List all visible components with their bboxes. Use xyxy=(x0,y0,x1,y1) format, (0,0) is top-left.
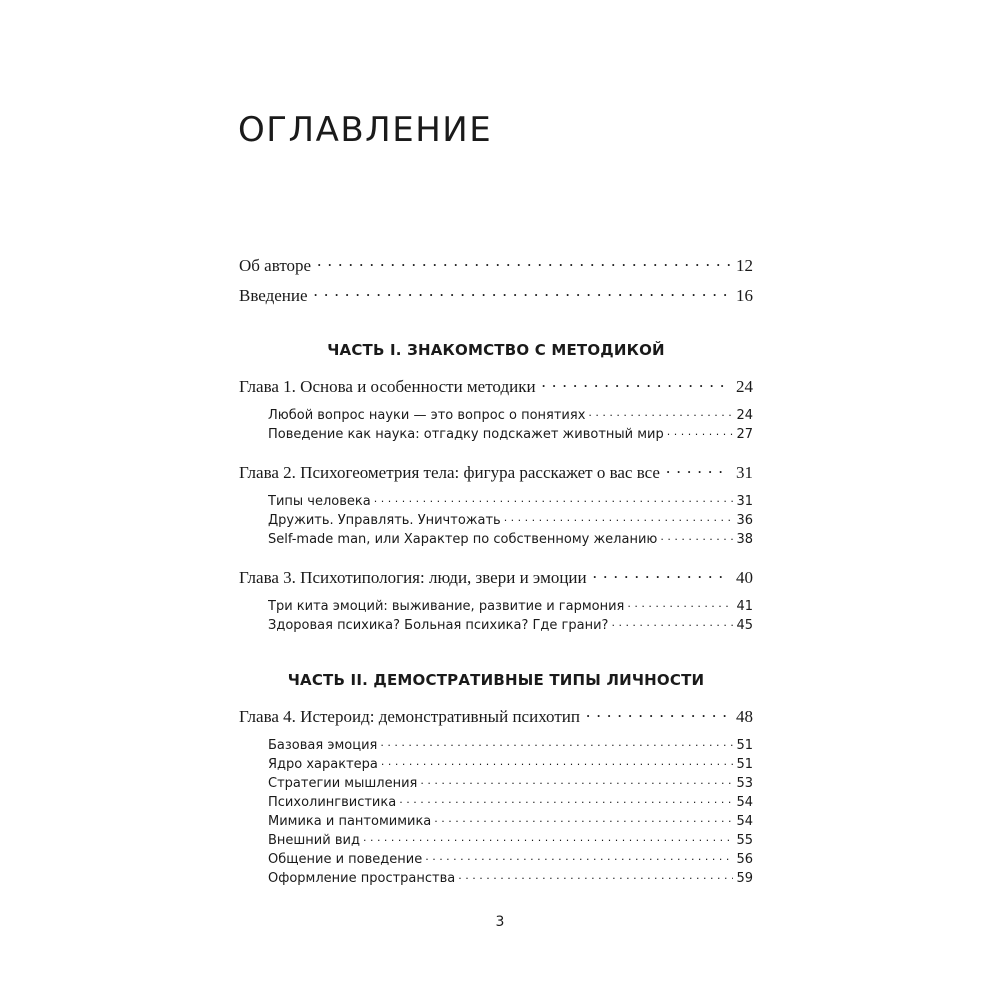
toc-chapter-1[interactable] xyxy=(239,375,753,397)
entry-page: 45 xyxy=(736,618,753,633)
entry-page: 24 xyxy=(736,408,753,423)
entry-label: Поведение как наука: отгадку подскажет животный мир xyxy=(268,427,664,442)
toc-section[interactable] xyxy=(268,755,753,773)
toc-chapter-2[interactable] xyxy=(239,461,753,483)
entry-label: Психолингвистика xyxy=(268,795,397,810)
entry-label: Здоровая психика? Больная психика? Где грани? xyxy=(268,618,609,633)
entry-label: Глава 1. Основа и особенности методики xyxy=(239,377,536,396)
entry-label: Мимика и пантомимика xyxy=(268,814,432,829)
entry-label: Введение xyxy=(239,286,308,305)
entry-label: Дружить. Управлять. Уничтожать xyxy=(268,513,501,528)
entry-page: 51 xyxy=(736,738,753,753)
toc-section[interactable] xyxy=(268,736,753,754)
entry-label: Общение и поведение xyxy=(268,852,423,867)
entry-page: 24 xyxy=(736,377,753,396)
dot-leader xyxy=(425,850,733,863)
entry-label: Глава 4. Истероид: демонстративный психотип xyxy=(239,707,580,726)
toc-entry-introduction[interactable] xyxy=(239,284,753,306)
dot-leader xyxy=(314,284,730,301)
dot-leader xyxy=(363,831,734,844)
dot-leader xyxy=(542,375,730,392)
entry-page: 36 xyxy=(736,513,753,528)
toc-section[interactable] xyxy=(268,812,753,830)
toc-section[interactable] xyxy=(268,511,753,529)
entry-page: 27 xyxy=(736,427,753,442)
toc-section[interactable] xyxy=(268,616,753,634)
page-title: ОГЛАВЛЕНИЕ xyxy=(238,110,493,150)
dot-leader xyxy=(667,425,734,438)
page-number: 3 xyxy=(495,914,505,930)
toc-section[interactable] xyxy=(268,869,753,887)
toc-section[interactable] xyxy=(268,793,753,811)
entry-label: Стратегии мышления xyxy=(268,776,418,791)
entry-page: 56 xyxy=(736,852,753,867)
toc-section[interactable] xyxy=(268,492,753,510)
entry-page: 48 xyxy=(736,707,753,726)
entry-label: Глава 3. Психотипология: люди, звери и эмоции xyxy=(239,568,587,587)
entry-label: Self-made man, или Характер по собственному желанию xyxy=(268,532,658,547)
entry-page: 31 xyxy=(736,463,753,482)
entry-label: Три кита эмоций: выживание, развитие и гармония xyxy=(268,599,625,614)
entry-page: 40 xyxy=(736,568,753,587)
dot-leader xyxy=(593,566,730,583)
entry-label: Типы человека xyxy=(268,494,371,509)
dot-leader xyxy=(317,254,730,271)
toc-section[interactable] xyxy=(268,774,753,792)
entry-label: Ядро характера xyxy=(268,757,378,772)
entry-label: Базовая эмоция xyxy=(268,738,378,753)
toc-chapter-4[interactable] xyxy=(239,705,753,727)
entry-label: Оформление пространства xyxy=(268,871,456,886)
dot-leader xyxy=(660,530,733,543)
toc-section[interactable] xyxy=(268,530,753,548)
entry-page: 38 xyxy=(736,532,753,547)
dot-leader xyxy=(399,793,733,806)
toc-chapter-3[interactable] xyxy=(239,566,753,588)
entry-page: 55 xyxy=(736,833,753,848)
entry-page: 54 xyxy=(736,814,753,829)
dot-leader xyxy=(588,406,733,419)
entry-page: 59 xyxy=(736,871,753,886)
entry-page: 54 xyxy=(736,795,753,810)
toc-section[interactable] xyxy=(268,425,753,443)
entry-page: 51 xyxy=(736,757,753,772)
dot-leader xyxy=(374,492,734,505)
part-heading-2: ЧАСТЬ II. ДЕМОСТРАТИВНЫЕ ТИПЫ ЛИЧНОСТИ xyxy=(287,671,705,689)
entry-page: 12 xyxy=(736,256,753,275)
dot-leader xyxy=(458,869,733,882)
dot-leader xyxy=(586,705,730,722)
toc-entry-about-author[interactable] xyxy=(239,254,753,276)
dot-leader xyxy=(611,616,733,629)
dot-leader xyxy=(627,597,733,610)
entry-page: 16 xyxy=(736,286,753,305)
entry-label: Глава 2. Психогеометрия тела: фигура расскажет о вас все xyxy=(239,463,660,482)
toc-section[interactable] xyxy=(268,831,753,849)
toc-section[interactable] xyxy=(268,850,753,868)
dot-leader xyxy=(504,511,734,524)
entry-page: 53 xyxy=(736,776,753,791)
dot-leader xyxy=(434,812,733,825)
entry-label: Любой вопрос науки — это вопрос о понятиях xyxy=(268,408,586,423)
entry-page: 41 xyxy=(736,599,753,614)
part-heading-1: ЧАСТЬ I. ЗНАКОМСТВО С МЕТОДИКОЙ xyxy=(327,341,665,359)
toc-section[interactable] xyxy=(268,406,753,424)
dot-leader xyxy=(381,755,734,768)
dot-leader xyxy=(380,736,733,749)
dot-leader xyxy=(666,461,730,478)
entry-label: Внешний вид xyxy=(268,833,360,848)
entry-label: Об авторе xyxy=(239,256,312,275)
dot-leader xyxy=(420,774,733,787)
toc-section[interactable] xyxy=(268,597,753,615)
entry-page: 31 xyxy=(736,494,753,509)
